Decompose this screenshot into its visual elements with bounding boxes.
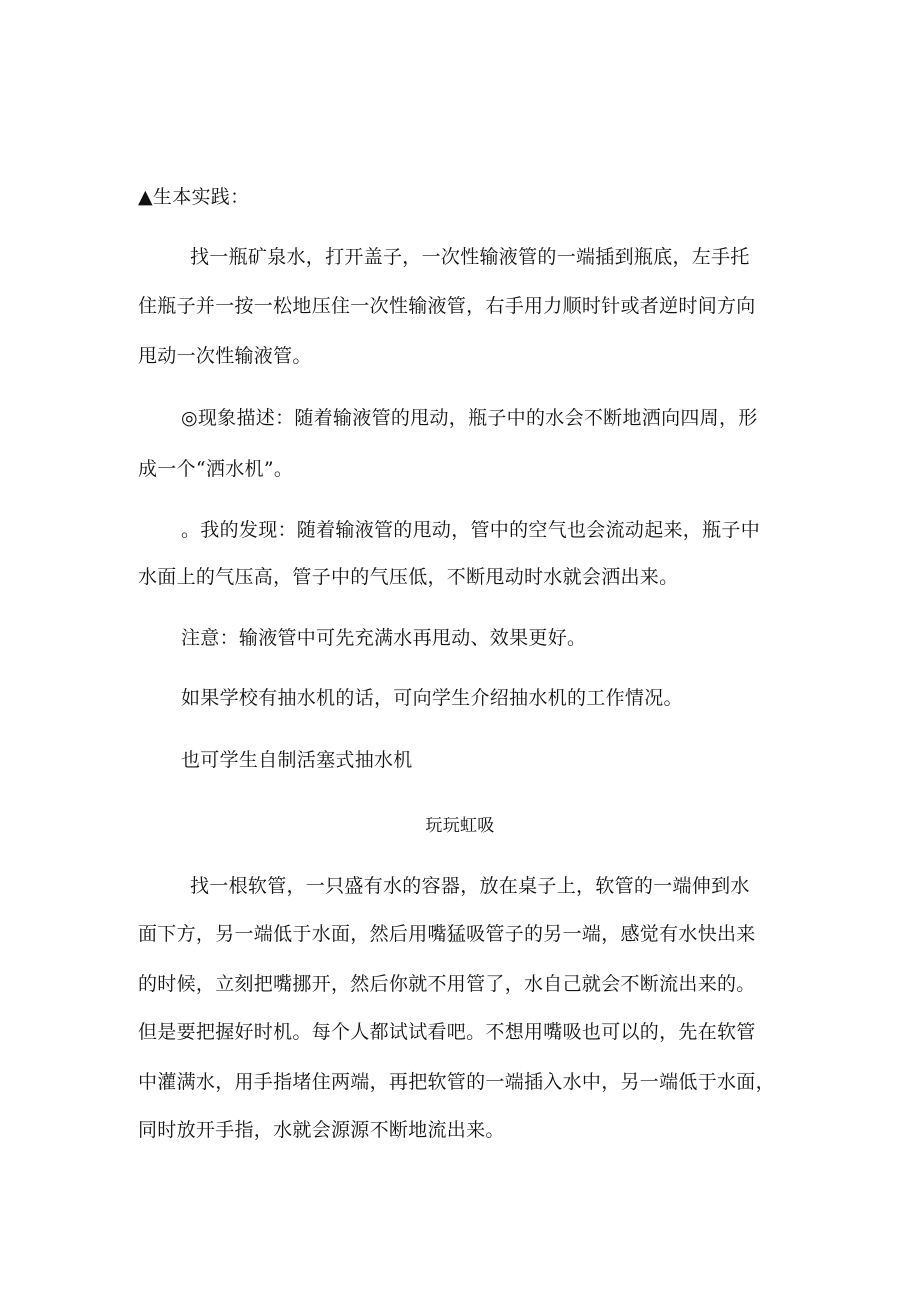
practice-paragraph-line-1: 找一瓶矿泉水，打开盖子，一次性输液管的一端插到瓶底，左手托 xyxy=(190,246,750,268)
section-heading: ▲生本实践： xyxy=(138,186,250,208)
discovery-line-2: 水面上的气压高，管子中的气压低，不断甩动时水就会洒出来。 xyxy=(138,566,679,588)
pump-intro-line: 如果学校有抽水机的话，可向学生介绍抽水机的工作情况。 xyxy=(181,687,683,709)
note-line: 注意：输液管中可先充满水再甩动、效果更好。 xyxy=(181,627,587,649)
siphon-title: 玩玩虹吸 xyxy=(425,816,495,836)
siphon-paragraph-line-2: 面下方，另一端低于水面，然后用嘴猛吸管子的另一端，感觉有水快出来 xyxy=(138,923,756,945)
siphon-paragraph-line-1: 找一根软管，一只盛有水的容器，放在桌子上，软管的一端伸到水 xyxy=(190,875,750,897)
siphon-paragraph-line-6: 同时放开手指，水就会源源不断地流出来。 xyxy=(138,1119,505,1141)
siphon-paragraph-line-5: 中灌满水，用手指堵住两端，再把软管的一端插入水中，另一端低于水面， xyxy=(138,1071,775,1093)
phenomenon-line-2: 成一个“洒水机”。 xyxy=(138,458,294,480)
discovery-line-1: 。我的发现：随着输液管的甩动，管中的空气也会流动起来，瓶子中 xyxy=(181,519,761,541)
pump-diy-line: 也可学生自制活塞式抽水机 xyxy=(181,749,413,771)
siphon-paragraph-line-4: 但是要把握好时机。每个人都试试看吧。不想用嘴吸也可以的，先在软管 xyxy=(138,1021,756,1043)
practice-paragraph-line-2: 住瓶子并一按一松地压住一次性输液管，右手用力顺时针或者逆时间方向 xyxy=(138,295,756,317)
practice-paragraph-line-3: 甩动一次性输液管。 xyxy=(138,345,312,367)
phenomenon-line-1: ◎现象描述：随着输液管的甩动，瓶子中的水会不断地洒向四周，形 xyxy=(181,407,758,429)
siphon-paragraph-line-3: 的时候，立刻把嘴挪开，然后你就不用管了，水自己就会不断流出来的。 xyxy=(138,973,756,995)
